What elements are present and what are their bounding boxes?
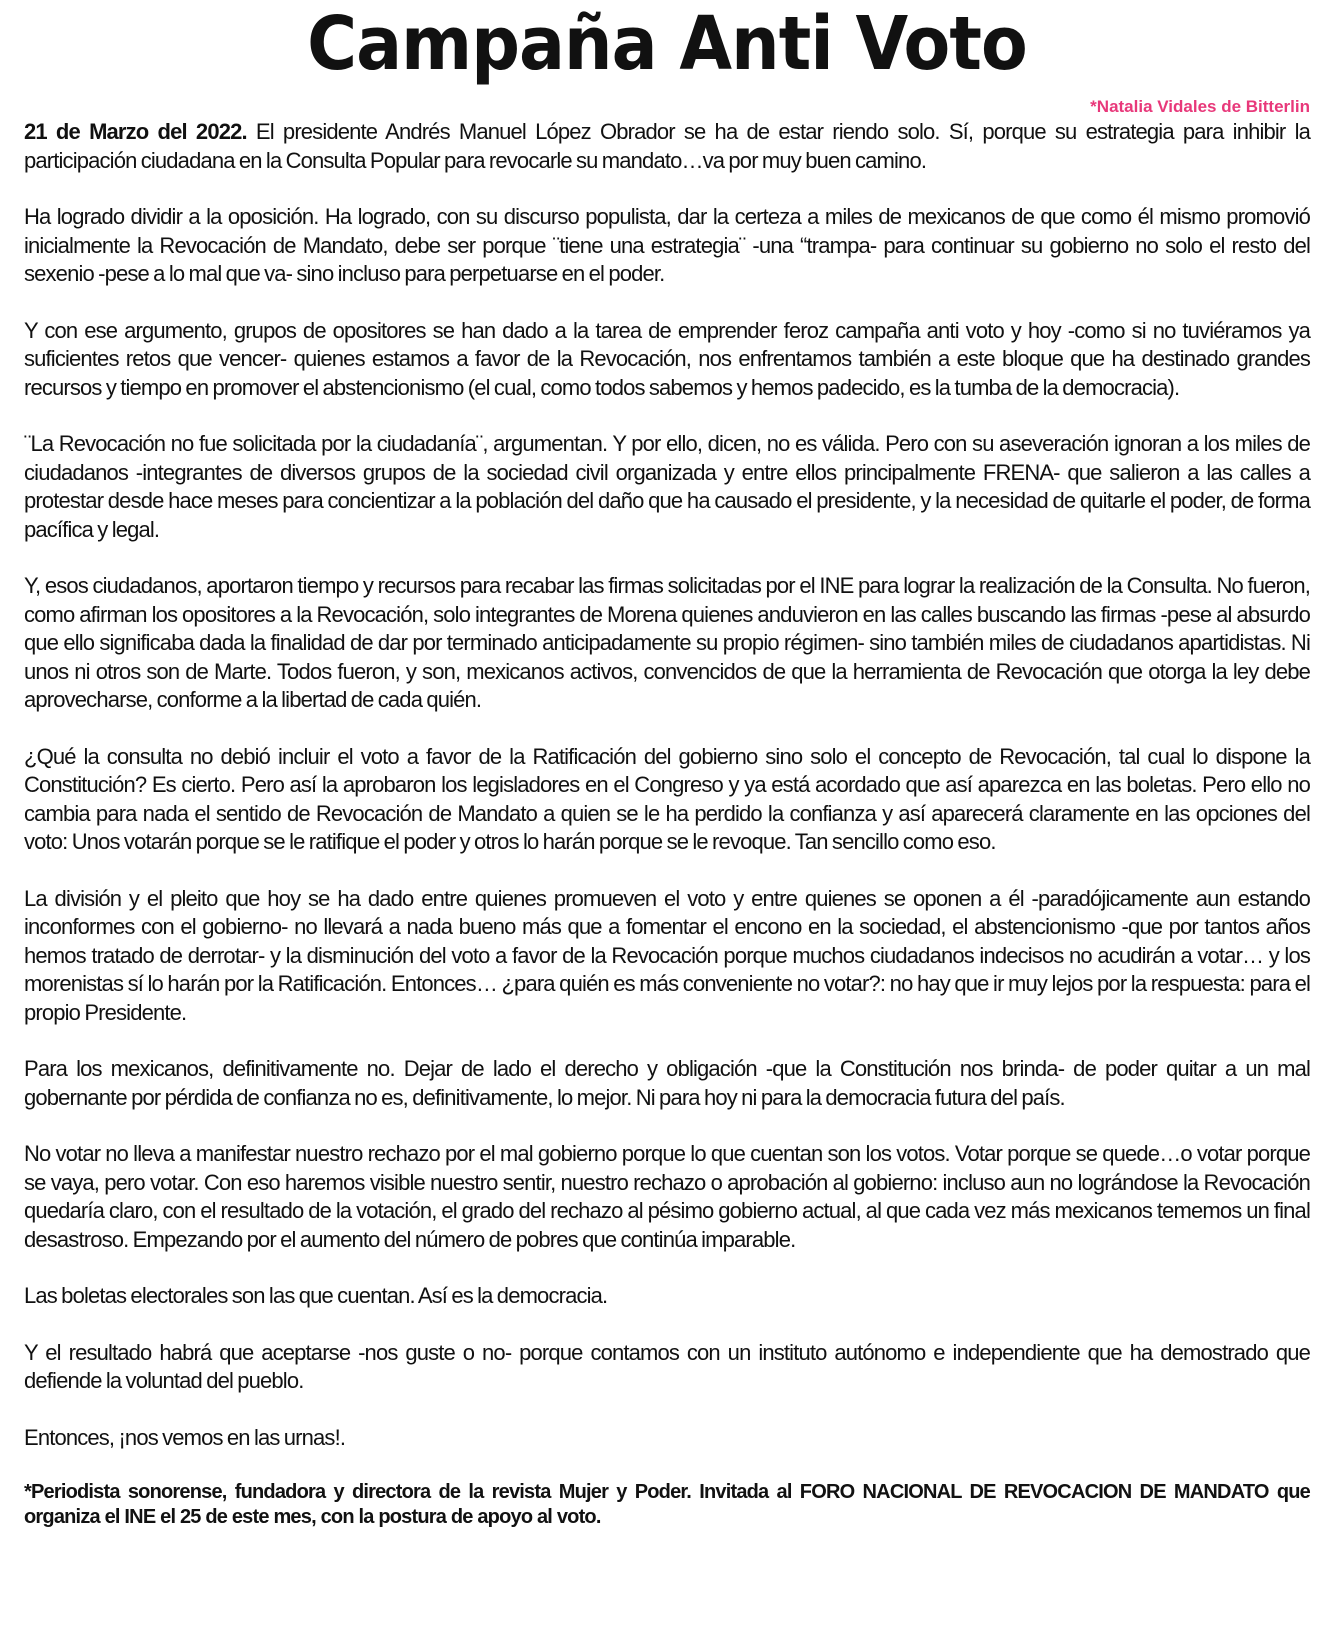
paragraph-3: Y con ese argumento, grupos de opositores se han dado a la tarea de emprender feroz campaña anti voto y hoy -como si no tuviéramos ya suficientes retos que vencer- quienes estamos a favor de la Revocación, nos enfrentamos también a este bloque que ha destinado grandes recursos y tiempo en promover el abstencionismo (el cual, como todos sabemos y hemos padecido, es la tumba de la democracia). <box>24 317 1310 400</box>
author-footnote: *Periodista sonorense, fundadora y directora de la revista Mujer y Poder. Invitada al FORO NACIONAL DE REVOCACION DE MANDATO que organiza el INE el 25 de este mes, con la postura de apoyo al voto. <box>24 1481 1310 1528</box>
paragraph-10: Las boletas electorales son las que cuentan. Así es la democracia. <box>24 1283 608 1308</box>
author-byline: *Natalia Vidales de Bitterlin <box>1090 97 1310 116</box>
paragraph-8: Para los mexicanos, definitivamente no. Dejar de lado el derecho y obligación -que la Constitución nos brinda- de poder quitar a un mal gobernante por pérdida de confianza no es, definitivamente, lo mejor. Ni para hoy ni para la democracia futura del país. <box>24 1056 1310 1110</box>
paragraph-9: No votar no lleva a manifestar nuestro rechazo por el mal gobierno porque lo que cuentan son los votos. Votar porque se quede…o votar porque se vaya, pero votar. Con eso haremos visible nuestro sentir, nuestro rechazo o aprobación al gobierno: incluso aun no lográndose la Revocación quedaría claro, con el resultado de la votación, el grado del rechazo al pésimo gobierno actual, al que cada vez más mexicanos tememos un final desastroso. Empezando por el aumento del número de pobres que continúa imparable. <box>24 1141 1310 1252</box>
paragraph-12: Entonces, ¡nos vemos en las urnas!. <box>24 1424 346 1450</box>
paragraph-1 <box>24 118 1310 175</box>
article-title: Campaña Anti Voto <box>307 1 1027 87</box>
paragraph-6: ¿Qué la consulta no debió incluir el voto a favor de la Ratificación del gobierno sino solo el concepto de Revocación, tal cual lo dispone la Constitución? Es cierto. Pero así la aprobaron los legisladores en el Congreso y ya está acordado que así aparezca en las boletas. Pero ello no cambia para nada el sentido de Revocación de Mandato a quien se le ha perdido la confianza y así aparecerá claramente en las opciones del voto: Unos votarán porque se le ratifique el poder y otros lo harán porque se le revoque. Tan sencillo como eso. <box>24 743 1310 854</box>
article-date: 21 de Marzo del 2022. <box>24 119 247 144</box>
paragraph-7: La división y el pleito que hoy se ha dado entre quienes promueven el voto y entre quienes se oponen a él -paradójicamente aun estando inconformes con el gobierno- no llevará a nada bueno más que a fomentar el encono en la sociedad, el abstencionismo -que por tantos años hemos tratado de derrotar- y la disminución del voto a favor de la Revocación porque muchos ciudadanos indecisos no acudirán a votar… y los morenistas sí lo harán por la Ratificación. Entonces… ¿para quién es más conveniente no votar?: no hay que ir muy lejos por la respuesta: para el propio Presidente. <box>24 885 1310 1025</box>
article <box>24 0 1310 1530</box>
paragraph-5: Y, esos ciudadanos, aportaron tiempo y recursos para recabar las firmas solicitadas por el INE para lograr la realización de la Consulta. No fueron, como afirman los opositores a la Revocación, solo integrantes de Morena quienes anduvieron en las calles buscando las firmas -pese al absurdo que ello significaba dada la finalidad de dar por terminado anticipadamente su propio régimen- sino también miles de ciudadanos apartidistas. Ni unos ni otros son de Marte. Todos fueron, y son, mexicanos activos, convencidos de que la herramienta de Revocación que otorga la ley debe aprovecharse, conforme a la libertad de cada quién. <box>24 573 1310 712</box>
article-body <box>24 118 1310 1452</box>
paragraph-11: Y el resultado habrá que aceptarse -nos guste o no- porque contamos con un instituto autónomo e independiente que ha demostrado que defiende la voluntad del pueblo. <box>24 1339 1310 1393</box>
paragraph-4: ¨La Revocación no fue solicitada por la ciudadanía¨, argumentan. Y por ello, dicen, no es válida. Pero con su aseveración ignoran a los miles de ciudadanos -integrantes de diversos grupos de la sociedad civil organizada y entre ellos principalmente FRENA- que salieron a las calles a protestar desde hace meses para concientizar a la población del daño que ha causado el presidente, y la necesidad de quitarle el poder, de forma pacífica y legal. <box>24 431 1310 542</box>
paragraph-1-text: El presidente Andrés Manuel López Obrador se ha de estar riendo solo. Sí, porque su estrategia para inhibir la participación ciudadana en la Consulta Popular para revocarle su mandato…va por muy buen camino. <box>24 119 1310 173</box>
paragraph-2: Ha logrado dividir a la oposición. Ha logrado, con su discurso populista, dar la certeza a miles de mexicanos de que como él mismo promovió inicialmente la Revocación de Mandato, debe ser porque ¨tiene una estrategia¨ -una “trampa- para continuar su gobierno no solo el resto del sexenio -pese a lo mal que va- sino incluso para perpetuarse en el poder. <box>24 204 1310 286</box>
